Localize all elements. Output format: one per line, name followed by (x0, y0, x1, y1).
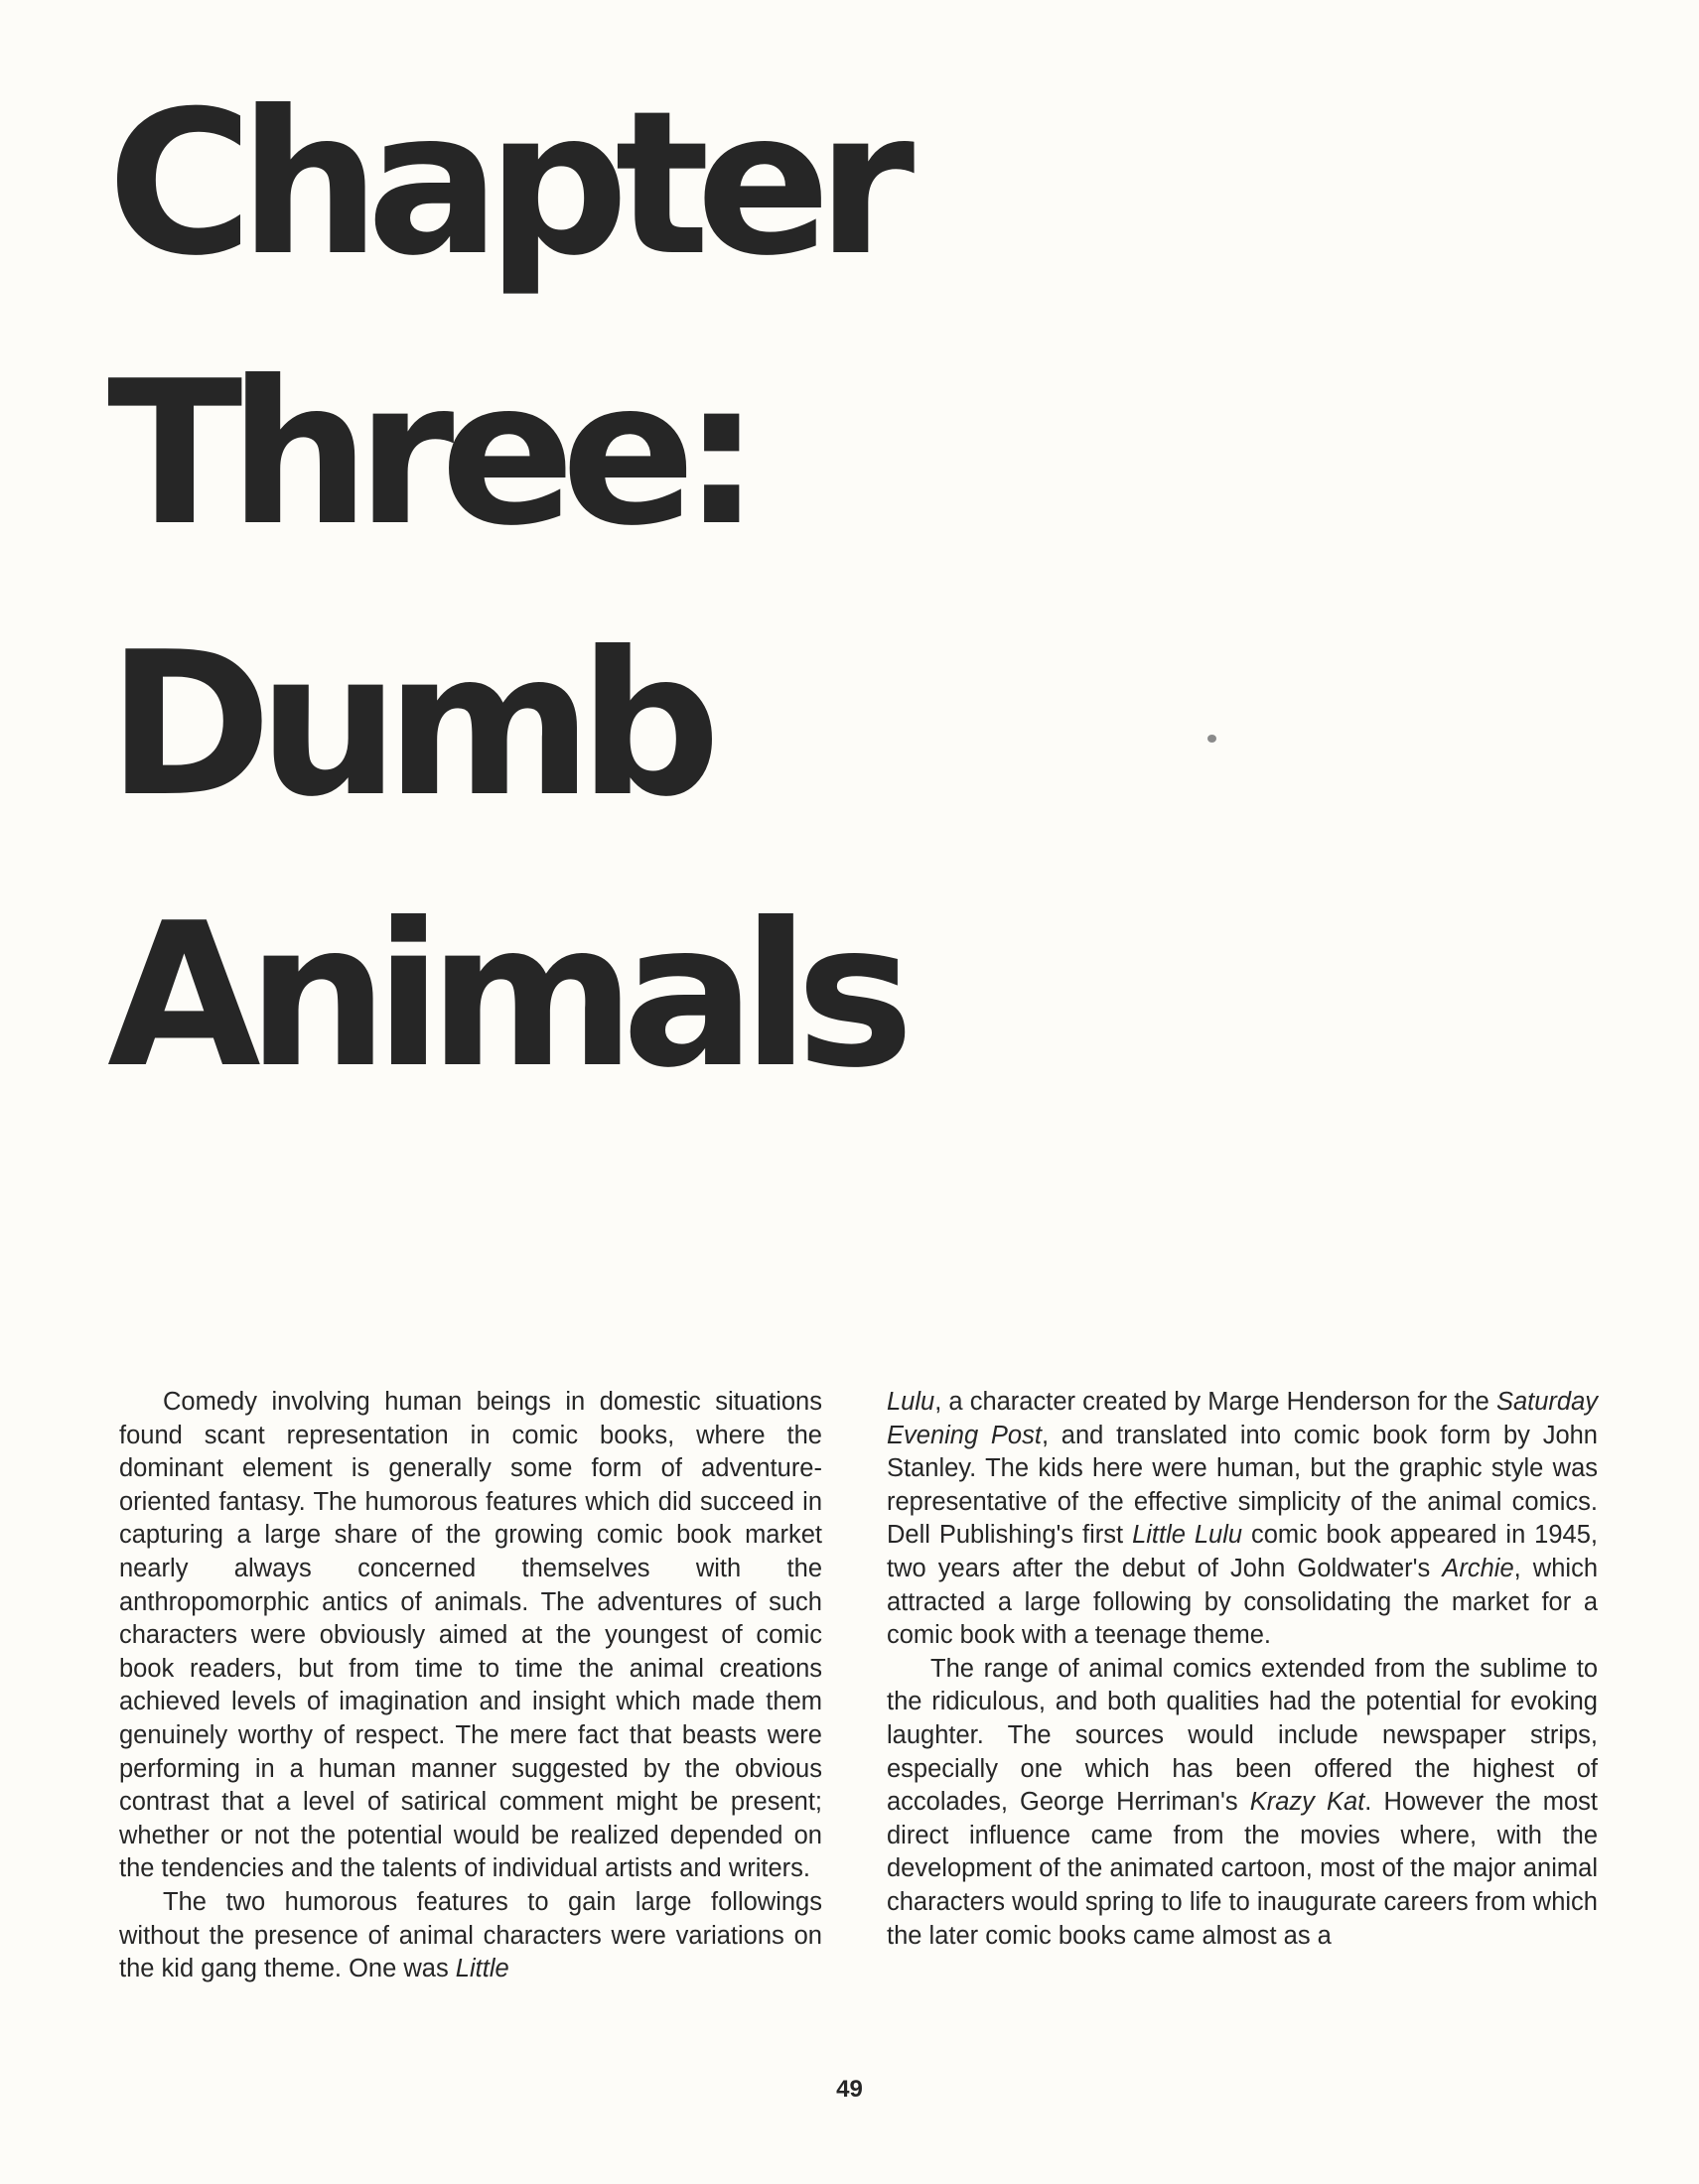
chapter-title-line-2: Three: (107, 339, 748, 570)
paragraph-text: , and translated into comic book form by John Stanley. The kids here were human, but the graphic style was representative of the effective simplicity of the animal comics. Dell Publishing's first (887, 1421, 1598, 1550)
paragraph-text: Comedy involving human beings in domestic situations found scant representation in comic books, where the dominant element is generally some form of adventure-oriented fantasy. The humorous features which did succeed in capturing a large share of the growing comic book market nearly always concerned themselves with the anthropomorphic antics of animals. The adventures of such characters were obviously aimed at the youngest of comic book readers, but from time to time the animal creations achieved levels of imagination and insight which made them genuinely worthy of respect. The mere fact that beasts were performing in a human manner suggested by the obvious contrast that a level of satirical comment might be present; whether or not the potential would be realized depended on the tendencies and the talents of individual artists and writers. (119, 1388, 822, 1883)
chapter-title-line-1: Chapter (107, 68, 902, 300)
italic-title: Lulu (887, 1388, 935, 1416)
body-paragraph (887, 1386, 1598, 1653)
text-column-right (887, 1386, 1598, 1953)
italic-title: Krazy Kat (1249, 1788, 1365, 1817)
italic-title: Saturday Evening Post (887, 1388, 1598, 1449)
paragraph-text: , which attracted a large following by consolidating the market for a comic book with a teenage theme. (887, 1554, 1598, 1650)
chapter-title-line-4: Animals (107, 881, 901, 1112)
paragraph-text: . However the most direct influence came from the movies where, with the development of the animated cartoon, most of the major animal characters would spring to life to inaugurate careers from which the later comic books came almost as a (887, 1788, 1599, 1950)
italic-title: Archie (1442, 1554, 1514, 1582)
paragraph-text: , a character created by Marge Henderson for the (934, 1388, 1496, 1416)
italic-title: Little (455, 1955, 509, 1983)
page-number: 49 (836, 2076, 863, 2103)
ink-speck (1207, 735, 1216, 743)
chapter-title-line-3: Dumb (107, 610, 707, 841)
italic-title: Little Lulu (1132, 1521, 1243, 1550)
paragraph-text: The range of animal comics extended from the sublime to the ridiculous, and both qualities had the potential for evoking laughter. The sources would include newspaper strips, especially one which has been offered the highest of accolades, George Herriman's (887, 1654, 1598, 1817)
body-paragraph (119, 1386, 822, 1886)
body-paragraph (887, 1653, 1598, 1953)
paragraph-text: The two humorous features to gain large followings without the presence of animal characters were variations on the kid gang theme. One was (119, 1887, 822, 1983)
paragraph-text: comic book appeared in 1945, two years after the debut of John Goldwater's (887, 1521, 1598, 1582)
text-column-left (119, 1386, 822, 1986)
body-paragraph (119, 1886, 822, 1986)
